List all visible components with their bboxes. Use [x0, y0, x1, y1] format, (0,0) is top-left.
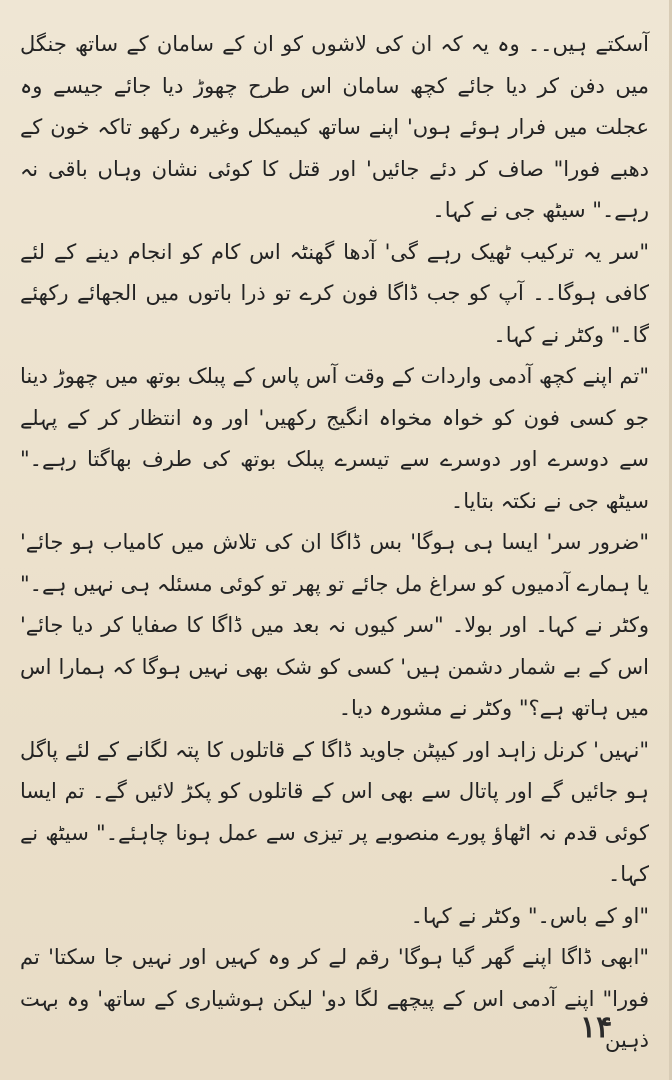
- page-body-text: [20, 24, 649, 1062]
- paragraph-2: "سر یہ ترکیب ٹھیک رہے گی' آدھا گھنٹہ اس کام کو انجام دینے کے لئے کافی ہوگا۔۔ آپ کو جب ڈاگا فون کرے تو ذرا باتوں میں الجھائے رکھئے گا۔" وکٹر نے کہا۔: [20, 239, 649, 347]
- page-number: ۱۴: [580, 1010, 613, 1045]
- paragraph-3: "تم اپنے کچھ آدمی واردات کے وقت آس پاس کے پبلک بوتھ میں چھوڑ دینا جو کسی فون کو خواہ مخواہ انگیج رکھیں' اور وہ انتظار کر کے پہلے سے دوسرے اور دوسرے سے تیسرے پبلک بوتھ کی طرف بھاگتا رہے۔" سیٹھ جی نے نکتہ بتایا۔: [20, 364, 649, 513]
- paragraph-5: "نہیں' کرنل زاہد اور کیپٹن جاوید ڈاگا کے قاتلوں کا پتہ لگانے کے لئے پاگل ہو جائیں گے اور پاتال سے بھی اس کے قاتلوں کو پکڑ لائیں گے۔ تم ایسا کوئی قدم نہ اٹھاؤ پورے منصوبے پر تیزی سے عمل ہونا چاہئے۔" سیٹھ نے کہا۔: [20, 737, 649, 886]
- paragraph-1: آسکتے ہیں۔۔ وہ یہ کہ ان کی لاشوں کو ان کے سامان کے ساتھ جنگل میں دفن کر دیا جائے کچھ سامان اس طرح چھوڑ دیا جائے جیسے وہ عجلت میں فرار ہوئے ہوں' اپنے ساتھ کیمیکل وغیرہ رکھو تاکہ خون کے دھبے فورا" صاف کر دئے جائیں' اور قتل کا کوئی نشان وہاں باقی نہ رہے۔" سیٹھ جی نے کہا۔: [20, 32, 649, 222]
- paragraph-4: "ضرور سر' ایسا ہی ہوگا' بس ڈاگا ان کی تلاش میں کامیاب ہو جائے' یا ہمارے آدمیوں کو سراغ مل جائے تو پھر تو کوئی مسئلہ ہی نہیں ہے۔" وکٹر نے کہا۔ اور بولا۔ "سر کیوں نہ بعد میں ڈاگا کا صفایا کر دیا جائے' اس کے بے شمار دشمن ہیں' کسی کو شک بھی نہیں ہوگا کہ ہمارا اس میں ہاتھ ہے؟" وکٹر نے مشورہ دیا۔: [20, 530, 649, 720]
- paragraph-6: "او کے باس۔" وکٹر نے کہا۔: [410, 903, 649, 928]
- paragraph-7: "ابھی ڈاگا اپنے گھر گیا ہوگا' رقم لے کر وہ کہیں اور نہیں جا سکتا' تم فورا" اپنے آدمی اس کے پیچھے لگا دو' لیکن ہوشیاری کے ساتھ' وہ بہت ذہین: [20, 945, 649, 1052]
